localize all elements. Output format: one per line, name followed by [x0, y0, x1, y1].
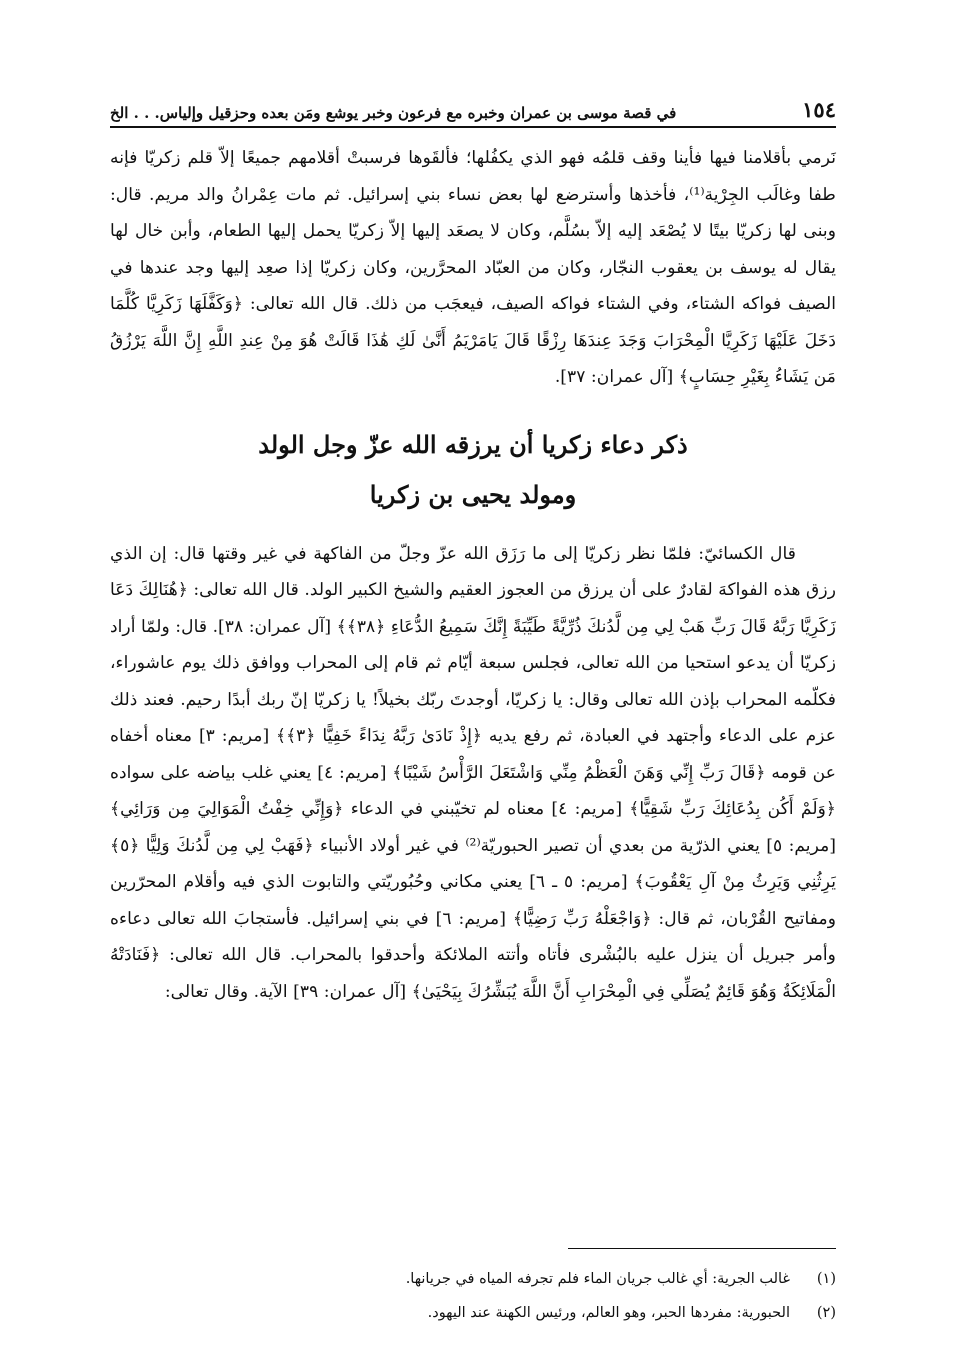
- footnote-number: (١): [816, 1271, 836, 1287]
- running-header: [110, 88, 836, 128]
- page-number: ١٥٤: [802, 97, 836, 122]
- section-heading: [110, 420, 836, 520]
- footnote-text: الحبورية: مفردها الحبر، وهو العالم، ورئيس الكهنة عند اليهود.: [427, 1305, 790, 1321]
- running-title: في قصة موسى بن عمران وخبره مع فرعون وخبر يوشع ومَن بعده وحزقيل وإلياس. . . الخ: [110, 104, 677, 122]
- paragraph-2: قال الكسائيّ: فلمّا نظر زكريّا إلى ما رَزَق الله عزّ وجلّ من الفاكهة في غير وقتها قال: إن الذي رزق هذه الفواكهَ لقادرٌ على أن يرزق من العجوز العقيم والشيخ الكبير الولد. قال الله تعالى: ﴿هُنَالِكَ دَعَا زَكَرِيَّا رَبَّهُ قَالَ رَبِّ هَبْ لِي مِن لَّدُنكَ ذُرِّيَّةً طَيِّبَةً إِنَّكَ سَمِيعُ الدُّعَاءِ ﴿٣٨﴾﴾ [آل عمران: ٣٨]. قال: ولمّا أراد زكريّا أن يدعو استحيا من الله تعالى، فجلس سبعة أيّام ثم قام إلى المحراب ووافق ذلك يوم عاشوراء، فكلّمه المحراب بإذن الله تعالى وقال: يا زكريّا، أوجدتَ ربّك بخيلاً! يا زكريّا إنّ ربك أبدًا رحيم. فعند ذلك عزم على الدعاء وأجتهد في العبادة، ثم رفع يديه ﴿إِذْ نَادَىٰ رَبَّهُ نِدَاءً خَفِيًّا ﴿٣﴾﴾ [مريم: ٣] معناه أخفاه عن قومه ﴿قَالَ رَبِّ إِنِّي وَهَنَ الْعَظْمُ مِنِّي وَاشْتَعَلَ الرَّأْسُ شَيْبًا﴾ [مريم: ٤] يعني غلب بياضه على سواده ﴿وَلَمْ أَكُن بِدُعَائِكَ رَبِّ شَقِيًّا﴾ [مريم: ٤] معناه لم تخيّبني في الدعاء ﴿وَإِنِّي خِفْتُ الْمَوَالِيَ مِن وَرَائِي﴾ [مريم: ٥] يعني الذرّية من بعدي أن تصير الحبوريّة⁽²⁾ في غير أولاد الأنبياء ﴿فَهَبْ لِي مِن لَّدُنكَ وَلِيًّا ﴿٥﴾ يَرِثُنِي وَيَرِثُ مِنْ آلِ يَعْقُوبَ﴾ [مريم: ٥ ـ ٦] يعني مكاني وحُبُوريّتي والتابوت الذي فيه وأقلام المحرّرين ومفاتيح القُرْبان، ثم قال: ﴿وَاجْعَلْهُ رَبِّ رَضِيًّا﴾ [مريم: ٦] في بني إسرائيل. فأستجابَ الله تعالى دعاءه وأمر جبريل أن ينزل عليه بالبُشْرى فأتاه وأتته الملائكة وأحدقوا بالمحراب. قال الله تعالى: ﴿فَنَادَتْهُ الْمَلَائِكَةُ وَهُوَ قَائِمٌ يُصَلِّي فِي الْمِحْرَابِ أَنَّ اللَّهَ يُبَشِّرُكَ بِيَحْيَىٰ﴾ [آل عمران: ٣٩] الآية. وقال تعالى:: [110, 543, 837, 1002]
- paragraph-1: نَرمي بأقلامنا فيها فأينا وقف قلمُه فهو الذي يكفُلها؛ فألقَوها فرسبتْ أقلامهم جميعًا إلاّ قلم زكريّا فإنه طفا وغالَب الجِرْية⁽¹⁾، فأخذها وأسترضع لها بعض نساء بني إسرائيل. ثم مات عِمْرانُ والد مريم. قال: وبنى لها زكريّا بيتًا لا يُصْعَد إليه إلاّ بسُلَّم، وكان لا يصعَد إليها إلاّ زكريّا يحمل إليها الطعام، وأبن خال لها يقال له يوسف بن يعقوب النجّار، وكان من العبّاد المحرَّرين، وكان زكريّا إذا صعِد إليها وجد عندها في الصيف فواكه الشتاء، وفي الشتاء فواكه الصيف، فيعجَب من ذلك. قال الله تعالى: ﴿وَكَفَّلَهَا زَكَرِيَّا كُلَّمَا دَخَلَ عَلَيْهَا زَكَرِيَّا الْمِحْرَابَ وَجَدَ عِندَهَا رِزْقًا قَالَ يَامَرْيَمُ أَنَّىٰ لَكِ هَٰذَا قَالَتْ هُوَ مِنْ عِندِ اللَّهِ إِنَّ اللَّهَ يَرْزُقُ مَن يَشَاءُ بِغَيْرِ حِسَابٍ﴾ [آل عمران: ٣٧].: [110, 148, 836, 387]
- main-text: [110, 140, 836, 1010]
- footnote-number: (٢): [816, 1305, 836, 1321]
- footnote: [110, 1296, 836, 1330]
- section-heading-line-2: ومولد يحيى بن زكريا: [369, 479, 577, 509]
- section-heading-line-1: ذكر دعاء زكريا أن يرزقه الله عزّ وجل الولد: [258, 429, 688, 459]
- footnote: [110, 1262, 836, 1296]
- footnote-text: غالب الجرية: أي غالب جريان الماء فلم تجرفه المياه في جريانها.: [405, 1271, 790, 1287]
- footnotes: [110, 1262, 836, 1330]
- footnote-separator: [568, 1248, 836, 1249]
